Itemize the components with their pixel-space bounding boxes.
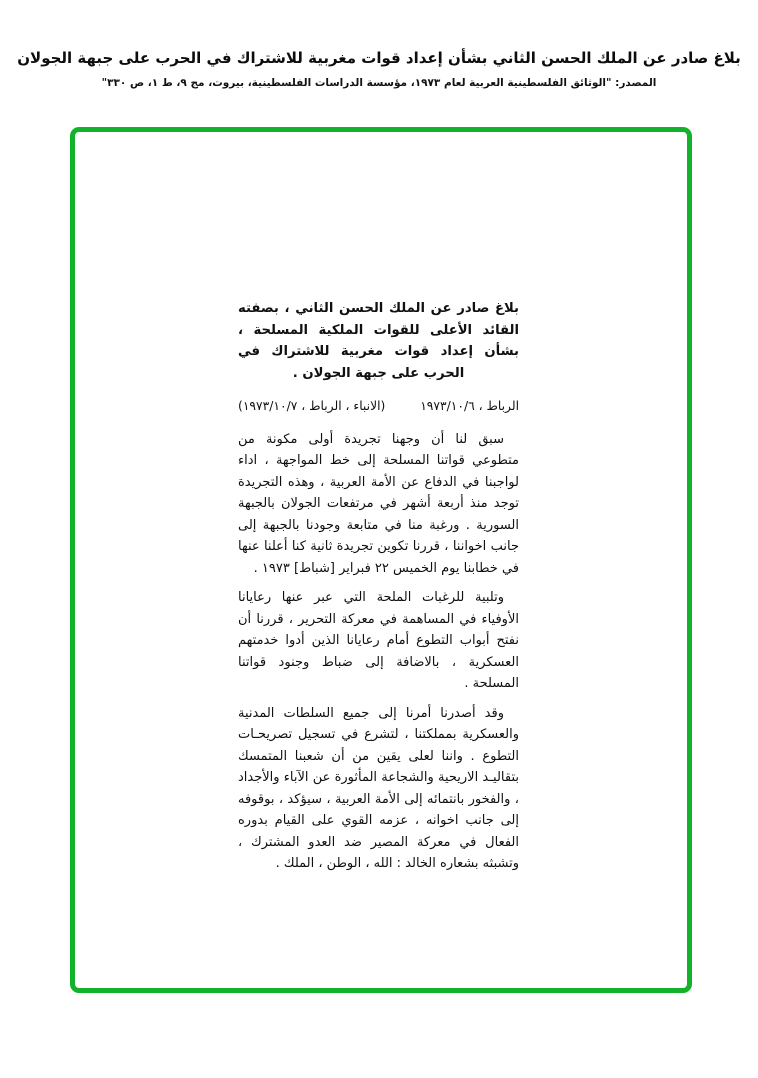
dateline-place-date: الرباط ، ١٩٧٣/١٠/٦ — [420, 399, 519, 413]
page-title: بلاغ صادر عن الملك الحسن الثاني بشأن إعداد قوات مغربية للاشتراك في الحرب على جبهة الجولان — [17, 49, 741, 67]
communique-heading: بلاغ صادر عن الملك الحسن الثاني ، بصفته القائد الأعلى للقوات الملكية المسلحة ، بشأن إعداد قوات مغربية للاشتراك في الحرب على جبهة الجولان . — [238, 301, 519, 381]
body-paragraph-3: وقد أصدرنا أمرنا إلى جميع السلطات المدنية والعسكرية بمملكتنا ، لتشرع في تسجيل تصريحـات التطوع . واننا لعلى يقين من أن شعبنا المتمسك بتقاليـد الاريحية والشجاعة المأثورة عن الآباء والأجداد ، والفخور بانتمائه إلى الأمة العربية ، سيؤكد ، بوقوفه إلى جانب اخوانه ، عزمه القوي على القيام بدوره الفعال في معركة المصير ضد العدو المشترك ، وتشبثه بشعاره الخالد : الله ، الوطن ، الملك . — [238, 705, 519, 871]
communique-body — [238, 298, 519, 883]
dateline — [238, 396, 519, 418]
body-paragraph-2: وتلبية للرغبات الملحة التي عبر عنها رعايانا الأوفياء في المساهمة في معركة التحرير ، قررنا أن نفتح أبواب التطوع أمام رعايانا الذين أدوا خدمتهم العسكرية ، بالاضافة إلى ضباط وجنود قواتنا المسلحة . — [238, 590, 519, 691]
dateline-agency-ref: (الانباء ، الرباط ، ١٩٧٣/١٠/٧) — [238, 399, 386, 413]
page-header — [0, 46, 758, 91]
source-citation: المصدر: "الوثائق الفلسطينية العربية لعام ١٩٧٣، مؤسسة الدراسات الفلسطينية، بيروت، مج ٩، ط ١، ص ٣٣٠" — [101, 77, 657, 89]
body-paragraph-1: سبق لنا أن وجهنا تجريدة أولى مكونة من متطوعي قواتنا المسلحة إلى خط المواجهة ، اداء لواجبنا في الدفاع عن الأمة العربية ، وهذه التجريدة توجد منذ أربعة أشهر في مرتفعات الجولان بالجبهة السورية . ورغبة منا في متابعة وجودنا بالجبهة إلى جانب اخواننا ، قررنا تكوين تجريدة ثانية كنا أعلنا عنها في خطابنا يوم الخميس ٢٢ فبراير [شباط] ١٩٧٣ . — [238, 431, 519, 576]
